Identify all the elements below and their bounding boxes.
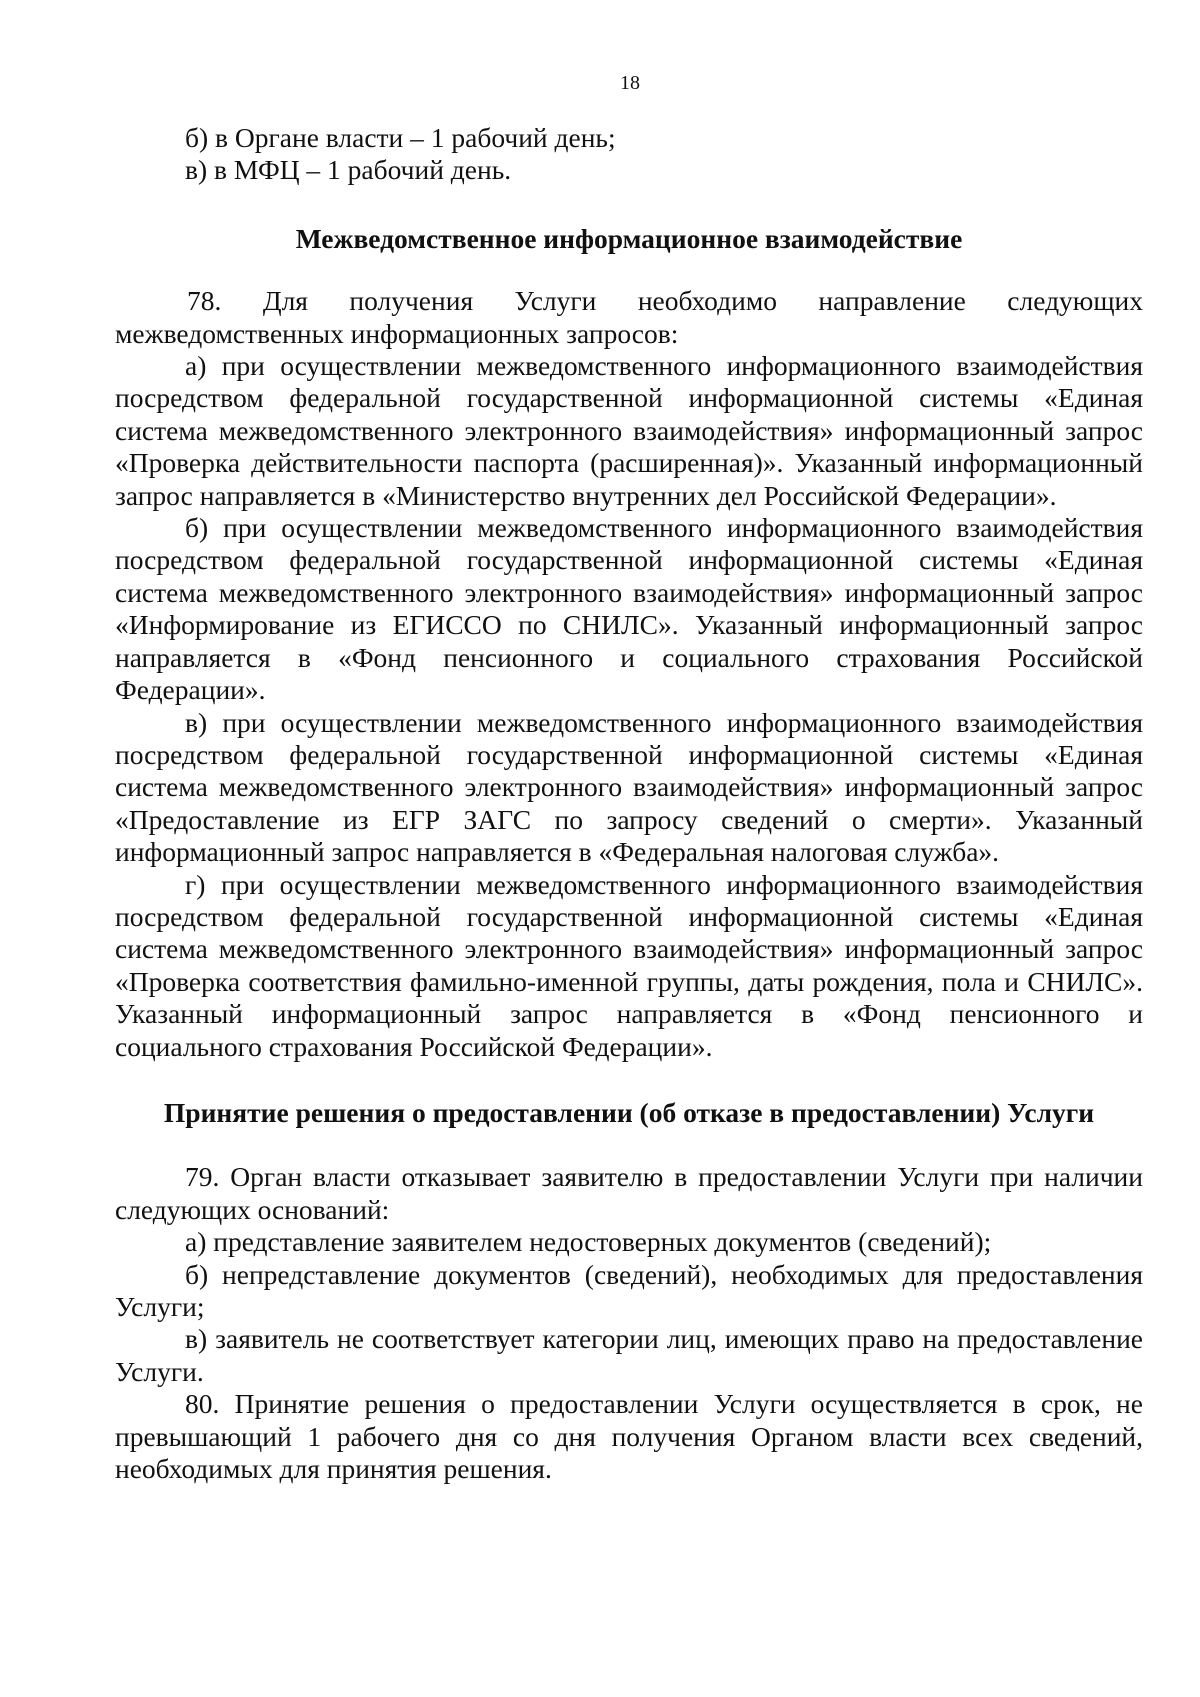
document-body — [115, 122, 1143, 1485]
paragraph-79-a: а) представление заявителем недостоверных документов (сведений); — [185, 1226, 992, 1258]
paragraph-78-v: в) при осуществлении межведомственного информационного взаимодействия посредством федеральной государственной информационной системы «Единая система межведомственного электронного взаимодействия» информационный запрос «Предоставление из ЕГР ЗАГС по запросу сведений о смерти». Указанный информационный запрос направляется в «Федеральная налоговая служба». — [115, 706, 1143, 868]
paragraph-78-g: г) при осуществлении межведомственного информационного взаимодействия посредством федеральной государственной информационной системы «Единая система межведомственного электронного взаимодействия» информационный запрос «Проверка соответствия фамильно-именной группы, даты рождения, пола и СНИЛС». Указанный информационный запрос направляется в «Фонд пенсионного и социального страхования Российской Федерации». — [115, 868, 1143, 1062]
paragraph-78: 78. Для получения Услуги необходимо направление следующих межведомственных информационных запросов: — [115, 285, 1143, 349]
paragraph-78-a: а) при осуществлении межведомственного информационного взаимодействия посредством федеральной государственной информационной системы «Единая система межведомственного электронного взаимодействия» информационный запрос «Проверка действительности паспорта (расширенная)». Указанный информационный запрос направляется в «Министерство внутренних дел Российской Федерации». — [115, 350, 1143, 511]
intro-line-1: б) в Органе власти – 1 рабочий день; — [185, 122, 616, 153]
page-number: 18 — [620, 72, 640, 94]
paragraph-79-v: в) заявитель не соответствует категории лиц, имеющих право на предоставление Услуги. — [115, 1323, 1143, 1387]
section-heading-interagency: Межведомственное информационное взаимодействие — [295, 222, 963, 254]
intro-line-2: в) в МФЦ – 1 рабочий день. — [185, 154, 512, 186]
paragraph-78-b: б) при осуществлении межведомственного информационного взаимодействия посредством федеральной государственной информационной системы «Единая система межведомственного электронного взаимодействия» информационный запрос «Информирование из ЕГИССО по СНИЛС». Указанный информационный запрос направляется в «Фонд пенсионного и социального страхования Российской Федерации». — [115, 512, 1143, 706]
paragraph-80: 80. Принятие решения о предоставлении Услуги осуществляется в срок, не превышающий 1 рабочего дня со дня получения Органом власти всех сведений, необходимых для принятия решения. — [115, 1388, 1143, 1485]
section-heading-decision: Принятие решения о предоставлении (об отказе в предоставлении) Услуги — [163, 1096, 1095, 1128]
paragraph-79-b: б) непредставление документов (сведений), необходимых для предоставления Услуги; — [115, 1258, 1143, 1322]
paragraph-79: 79. Орган власти отказывает заявителю в предоставлении Услуги при наличии следующих оснований: — [115, 1161, 1143, 1225]
